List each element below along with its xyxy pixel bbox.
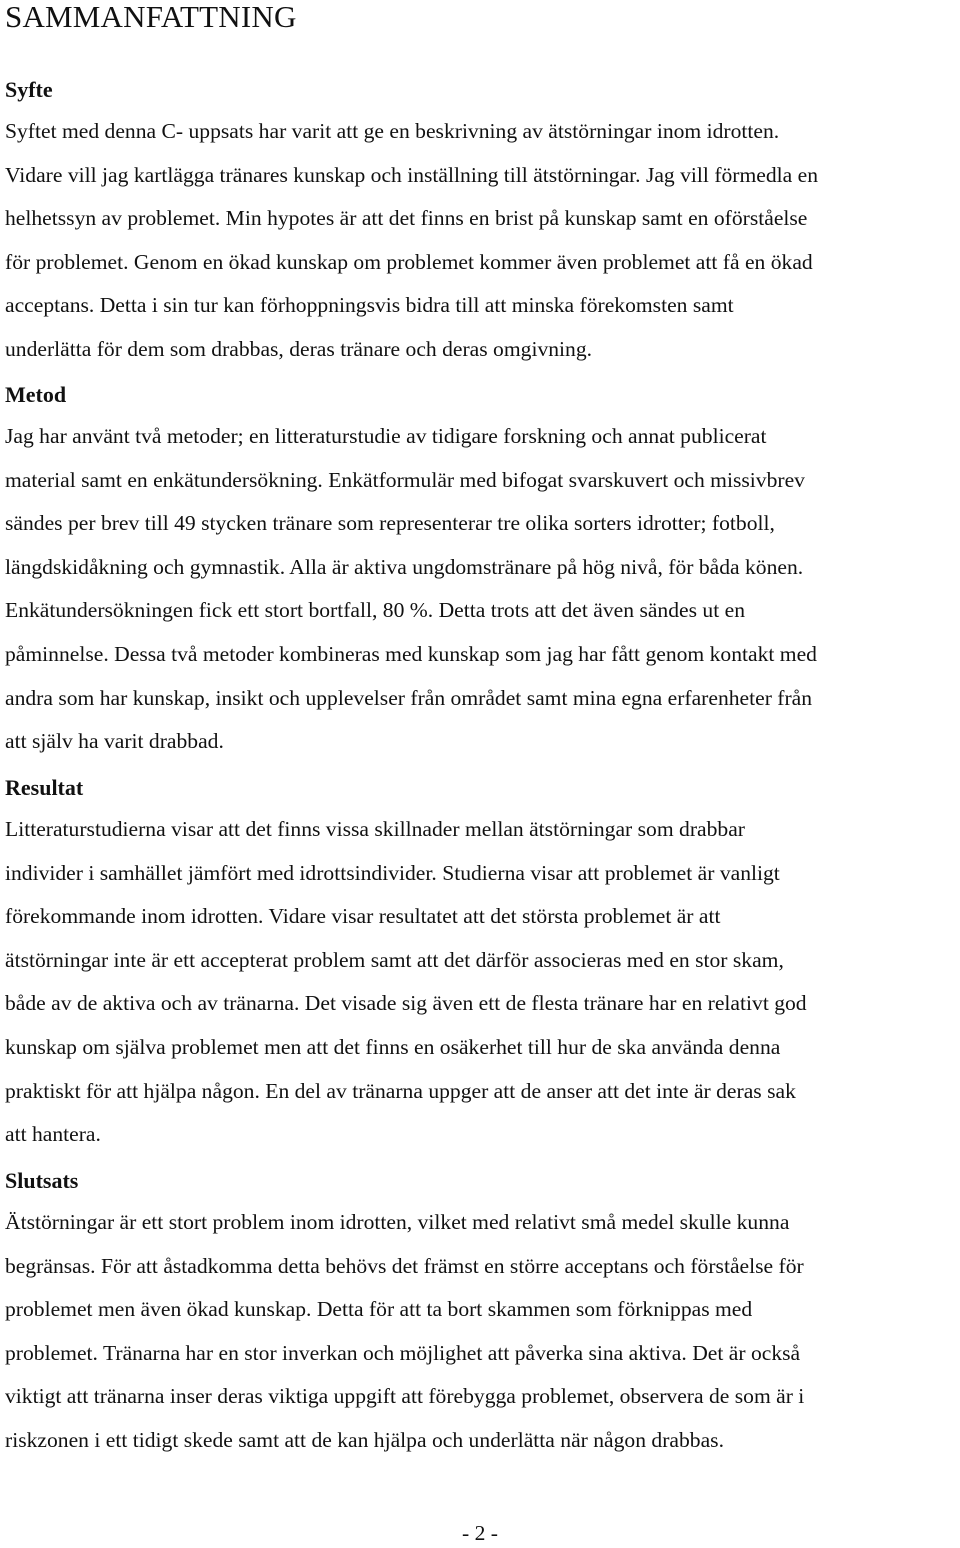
- section-paragraph: [5, 415, 817, 764]
- section-heading: Metod: [5, 382, 67, 407]
- document-page: [5, 0, 960, 1452]
- section-paragraph: [5, 110, 818, 372]
- paragraph-line: kunskap om själva problemet men att det finns en osäkerhet till hur de ska använda denna: [5, 1034, 781, 1059]
- paragraph-line: både av de aktiva och av tränarna. Det visade sig även ett de flesta tränare har en relativt god: [5, 991, 807, 1016]
- section-paragraph: [5, 1201, 804, 1463]
- paragraph-line: att hantera.: [5, 1122, 101, 1147]
- paragraph-line: Litteraturstudierna visar att det finns vissa skillnader mellan ätstörningar som drabbar: [5, 817, 745, 841]
- paragraph-line: ätstörningar inte är ett accepterat problem samt att det därför associeras med en stor skam,: [5, 947, 784, 972]
- paragraph-line: för problemet. Genom en ökad kunskap om problemet kommer även problemet att få en ökad: [5, 249, 813, 274]
- paragraph-line: helhetssyn av problemet. Min hypotes är att det finns en brist på kunskap samt en oförståelse: [5, 206, 808, 231]
- paragraph-line: längdskidåkning och gymnastik. Alla är aktiva ungdomstränare på hög nivå, för båda könen.: [5, 554, 804, 579]
- paragraph-line: Vidare vill jag kartlägga tränares kunskap och inställning till ätstörningar. Jag vill förmedla en: [5, 162, 819, 187]
- paragraph-line: riskzonen i ett tidigt skede samt att de kan hjälpa och underlätta när någon drabbas.: [5, 1427, 724, 1452]
- paragraph-line: Syftet med denna C- uppsats har varit att ge en beskrivning av ätstörningar inom idrotten.: [5, 119, 780, 143]
- paragraph-line: Jag har använt två metoder; en litteraturstudie av tidigare forskning och annat publicerat: [5, 424, 767, 448]
- paragraph-line: Ätstörningar är ett stort problem inom idrotten, vilket med relativt små medel skulle kunna: [5, 1210, 790, 1234]
- paragraph-line: problemet men även ökad kunskap. Detta för att ta bort skammen som förknippas med: [5, 1297, 753, 1322]
- paragraph-line: material samt en enkätundersökning. Enkätformulär med bifogat svarskuvert och missivbrev: [5, 467, 805, 492]
- page-title: SAMMANFATTNING: [5, 0, 297, 34]
- paragraph-line: problemet. Tränarna har en stor inverkan och möjlighet att påverka sina aktiva. Det är också: [5, 1340, 801, 1365]
- paragraph-line: förekommande inom idrotten. Vidare visar resultatet att det största problemet är att: [5, 904, 721, 929]
- paragraph-line: sändes per brev till 49 stycken tränare som representerar tre olika sorters idrotter; fotboll,: [5, 511, 775, 536]
- section-metod: [5, 381, 817, 764]
- paragraph-line: acceptans. Detta i sin tur kan förhoppningsvis bidra till att minska förekomsten samt: [5, 293, 734, 318]
- section-slutsats: [5, 1167, 804, 1463]
- paragraph-line: att själv ha varit drabbad.: [5, 729, 224, 754]
- paragraph-line: praktiskt för att hjälpa någon. En del av tränarna uppger att de anser att det inte är deras sak: [5, 1078, 796, 1103]
- section-heading: Syfte: [5, 77, 53, 102]
- section-syfte: [5, 76, 818, 372]
- section-heading: Slutsats: [5, 1168, 79, 1193]
- paragraph-line: andra som har kunskap, insikt och upplevelser från området samt mina egna erfarenheter från: [5, 685, 813, 710]
- paragraph-line: påminnelse. Dessa två metoder kombineras med kunskap som jag har fått genom kontakt med: [5, 641, 817, 666]
- section-resultat: [5, 774, 807, 1157]
- paragraph-line: individer i samhället jämfört med idrottsindivider. Studierna visar att problemet är vanligt: [5, 860, 780, 885]
- paragraph-line: begränsas. För att åstadkomma detta behövs det främst en större acceptans och förståelse för: [5, 1253, 804, 1278]
- paragraph-line: underlätta för dem som drabbas, deras tränare och deras omgivning.: [5, 336, 593, 361]
- paragraph-line: viktigt att tränarna inser deras viktiga uppgift att förebygga problemet, observera de som är i: [5, 1384, 805, 1409]
- page-number: - 2 -: [462, 1521, 498, 1545]
- section-heading: Resultat: [5, 775, 84, 800]
- paragraph-line: Enkätundersökningen fick ett stort bortfall, 80 %. Detta trots att det även sändes ut en: [5, 598, 745, 623]
- section-paragraph: [5, 808, 807, 1157]
